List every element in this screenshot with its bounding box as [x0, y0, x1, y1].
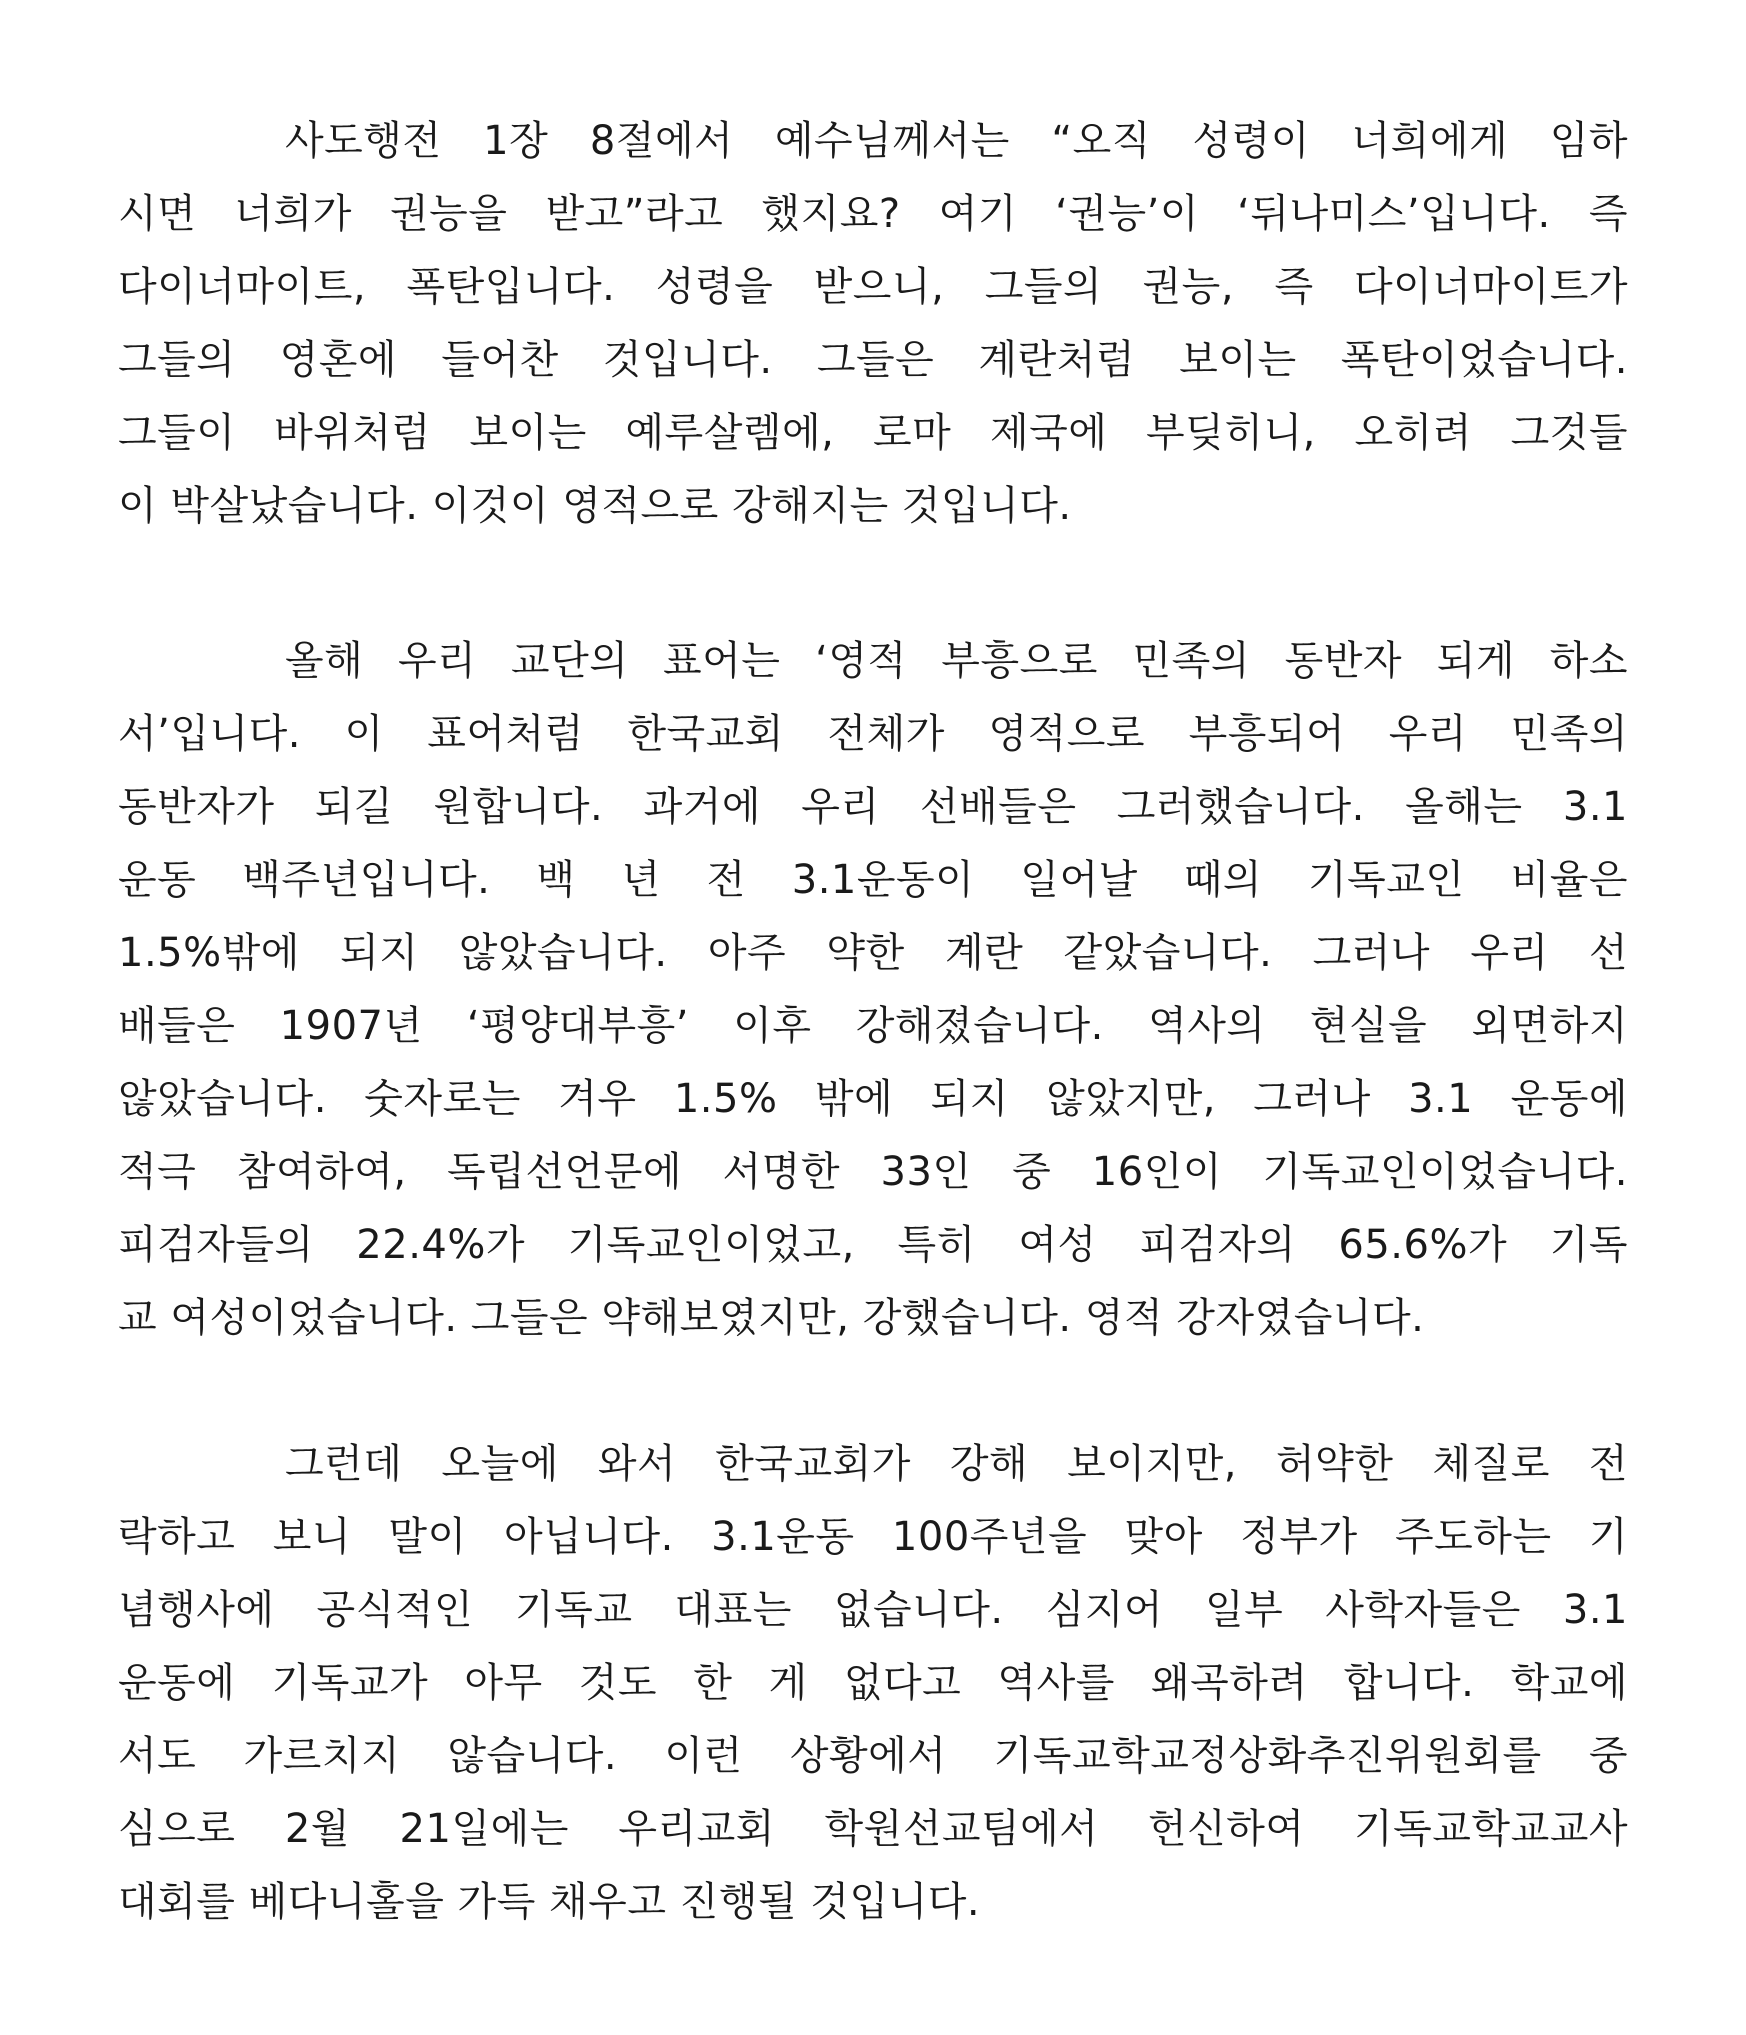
paragraph-1 — [118, 105, 1628, 543]
text-line: 다이너마이트, 폭탄입니다. 성령을 받으니, 그들의 권능, 즉 다이너마이트가 — [118, 264, 1628, 310]
text-line: 동반자가 되길 원합니다. 과거에 우리 선배들은 그러했습니다. 올해는 3.1 — [118, 784, 1628, 830]
text-line: 교 여성이었습니다. 그들은 약해보였지만, 강했습니다. 영적 강자였습니다. — [118, 1295, 1425, 1341]
text-line: 념행사에 공식적인 기독교 대표는 없습니다. 심지어 일부 사학자들은 3.1 — [118, 1587, 1628, 1633]
text-line: 시면 너희가 권능을 받고”라고 했지요? 여기 ‘권능’이 ‘뒤나미스’입니다. 즉 — [118, 191, 1628, 237]
text-line: 심으로 2월 21일에는 우리교회 학원선교팀에서 헌신하여 기독교학교교사 — [118, 1806, 1628, 1852]
text-line: 올해 우리 교단의 표어는 ‘영적 부흥으로 민족의 동반자 되게 하소 — [285, 638, 1628, 684]
text-line: 운동 백주년입니다. 백 년 전 3.1운동이 일어날 때의 기독교인 비율은 — [118, 857, 1628, 903]
text-line: 서도 가르치지 않습니다. 이런 상황에서 기독교학교정상화추진위원회를 중 — [118, 1733, 1628, 1779]
text-line: 운동에 기독교가 아무 것도 한 게 없다고 역사를 왜곡하려 합니다. 학교에 — [118, 1660, 1628, 1706]
text-line: 1.5%밖에 되지 않았습니다. 아주 약한 계란 같았습니다. 그러나 우리 선 — [118, 930, 1628, 976]
text-line: 락하고 보니 말이 아닙니다. 3.1운동 100주년을 맞아 정부가 주도하는 기 — [118, 1514, 1628, 1560]
text-line: 대회를 베다니홀을 가득 채우고 진행될 것입니다. — [118, 1879, 981, 1925]
text-line: 그런데 오늘에 와서 한국교회가 강해 보이지만, 허약한 체질로 전 — [285, 1441, 1628, 1487]
text-line: 이 박살났습니다. 이것이 영적으로 강해지는 것입니다. — [118, 483, 1072, 529]
paragraph-3 — [118, 1428, 1628, 1939]
text-line: 피검자들의 22.4%가 기독교인이었고, 특히 여성 피검자의 65.6%가 기독 — [118, 1222, 1629, 1268]
paragraph-2 — [118, 625, 1628, 1355]
text-line: 그들의 영혼에 들어찬 것입니다. 그들은 계란처럼 보이는 폭탄이었습니다. — [118, 337, 1628, 383]
text-line: 그들이 바위처럼 보이는 예루살렘에, 로마 제국에 부딪히니, 오히려 그것들 — [118, 410, 1628, 456]
text-line: 사도행전 1장 8절에서 예수님께서는 “오직 성령이 너희에게 임하 — [285, 118, 1628, 164]
text-line: 서’입니다. 이 표어처럼 한국교회 전체가 영적으로 부흥되어 우리 민족의 — [118, 711, 1628, 757]
text-line: 적극 참여하여, 독립선언문에 서명한 33인 중 16인이 기독교인이었습니다. — [118, 1149, 1628, 1195]
text-line: 않았습니다. 숫자로는 겨우 1.5% 밖에 되지 않았지만, 그러나 3.1 운동에 — [118, 1076, 1628, 1122]
text-line: 배들은 1907년 ‘평양대부흥’ 이후 강해졌습니다. 역사의 현실을 외면하지 — [118, 1003, 1628, 1049]
